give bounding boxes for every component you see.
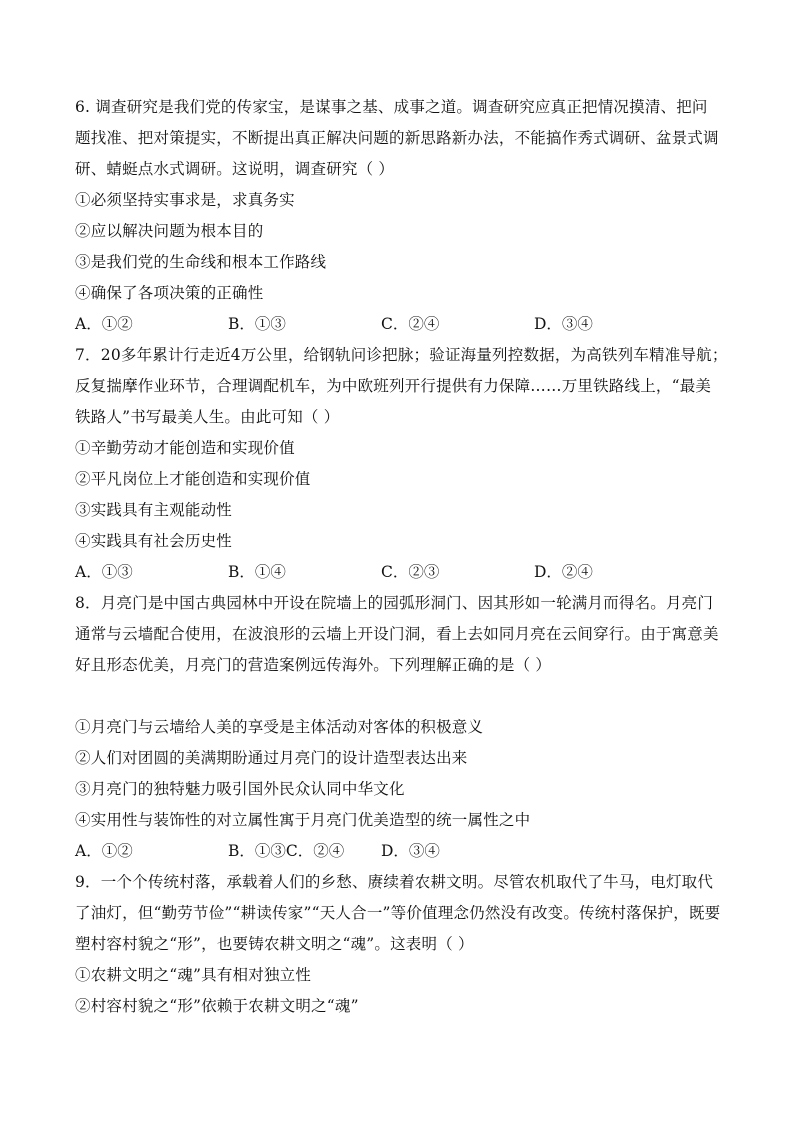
question-stem: [75, 867, 725, 960]
option-b-c: B．①③C．②④: [228, 842, 345, 860]
statement-item: ②村容村貌之“形”依赖于农耕文明之“魂”: [75, 997, 359, 1015]
option-d: D．③④: [534, 315, 593, 333]
statement-item: ④实践具有社会历史性: [75, 532, 233, 550]
statement-item: ④实用性与装饰性的对立属性寓于月亮门优美造型的统一属性之中: [75, 811, 531, 829]
answer-options: [75, 557, 725, 588]
statement-item: ④确保了各项决策的正确性: [75, 284, 264, 302]
option-d: D．③④: [381, 842, 440, 860]
stem-line: 通常与云墙配合使用，在波浪形的云墙上开设门洞，看上去如同月亮在云间穿行。由于寓意美: [75, 625, 719, 643]
question-9: [75, 867, 725, 1022]
statement-item: ②应以解决问题为根本目的: [75, 222, 264, 240]
statement-item: ①月亮门与云墙给人美的享受是主体活动对客体的积极意义: [75, 718, 484, 736]
statement-item: ①必须坚持实事求是，求真务实: [75, 191, 295, 209]
statement-item: ③月亮门的独特魅力吸引国外民众认同中华文化: [75, 780, 405, 798]
question-6: [75, 92, 725, 340]
question-7: [75, 340, 728, 588]
stem-line: 8．月亮门是中国古典园林中开设在院墙上的园弧形洞门、因其形如一轮满月而得名。月亮门: [75, 594, 714, 612]
statement-item: ③是我们党的生命线和根本工作路线: [75, 253, 327, 271]
option-c: C．②④: [381, 315, 440, 333]
statement-item: ③实践具有主观能动性: [75, 501, 233, 519]
blank-line: [75, 681, 725, 712]
stem-line: 了油灯，但“勤劳节俭”“耕读传家”“天人合一”等价值理念仍然没有改变。传统村落保护，既要: [75, 904, 721, 922]
option-a: A．①②: [75, 842, 133, 860]
statement-item: ②人们对团圆的美满期盼通过月亮门的设计造型表达出来: [75, 749, 468, 767]
stem-line: 反复揣摩作业环节，合理调配机车，为中欧班列开行提供有力保障……万里铁路线上，“最美: [75, 377, 712, 395]
stem-line: 塑村容村貌之“形”，也要铸农耕文明之“魂”。这表明（ ）: [75, 935, 474, 953]
question-stem: [75, 340, 728, 433]
statement-item: ①农耕文明之“魂”具有相对独立性: [75, 966, 312, 984]
option-a: A．①③: [75, 563, 133, 581]
statement-item: ②平凡岗位上才能创造和实现价值: [75, 470, 311, 488]
question-stem: [75, 92, 725, 185]
option-c: C．②③: [381, 563, 440, 581]
stem-line: 6. 调查研究是我们党的传家宝，是谋事之基、成事之道。调查研究应真正把情况摸清、把问: [75, 98, 708, 116]
option-b: B．①④: [228, 563, 286, 581]
option-a: A．①②: [75, 315, 133, 333]
stem-line: 7．20多年累计行走近4万公里，给钢轨问诊把脉；验证海量列控数据，为高铁列车精准导航；: [75, 346, 728, 364]
answer-options: [75, 836, 725, 867]
option-b: B．①③: [228, 315, 286, 333]
statement-item: ①辛勤劳动才能创造和实现价值: [75, 439, 295, 457]
stem-line: 题找准、把对策提实，不断提出真正解决问题的新思路新办法，不能搞作秀式调研、盆景式调: [75, 129, 719, 147]
question-8: [75, 588, 725, 867]
stem-line: 铁路人”书写最美人生。由此可知（ ）: [75, 408, 340, 426]
stem-line: 9．一个个传统村落，承载着人们的乡愁、赓续着农耕文明。尽管农机取代了牛马，电灯取代: [75, 873, 714, 891]
question-list: [75, 92, 728, 1022]
stem-line: 好且形态优美，月亮门的营造案例远传海外。下列理解正确的是（ ）: [75, 656, 552, 674]
question-stem: [75, 588, 725, 681]
option-d: D．②④: [534, 563, 593, 581]
stem-line: 研、蜻蜓点水式调研。这说明，调查研究（ ）: [75, 160, 395, 178]
answer-options: [75, 309, 725, 340]
